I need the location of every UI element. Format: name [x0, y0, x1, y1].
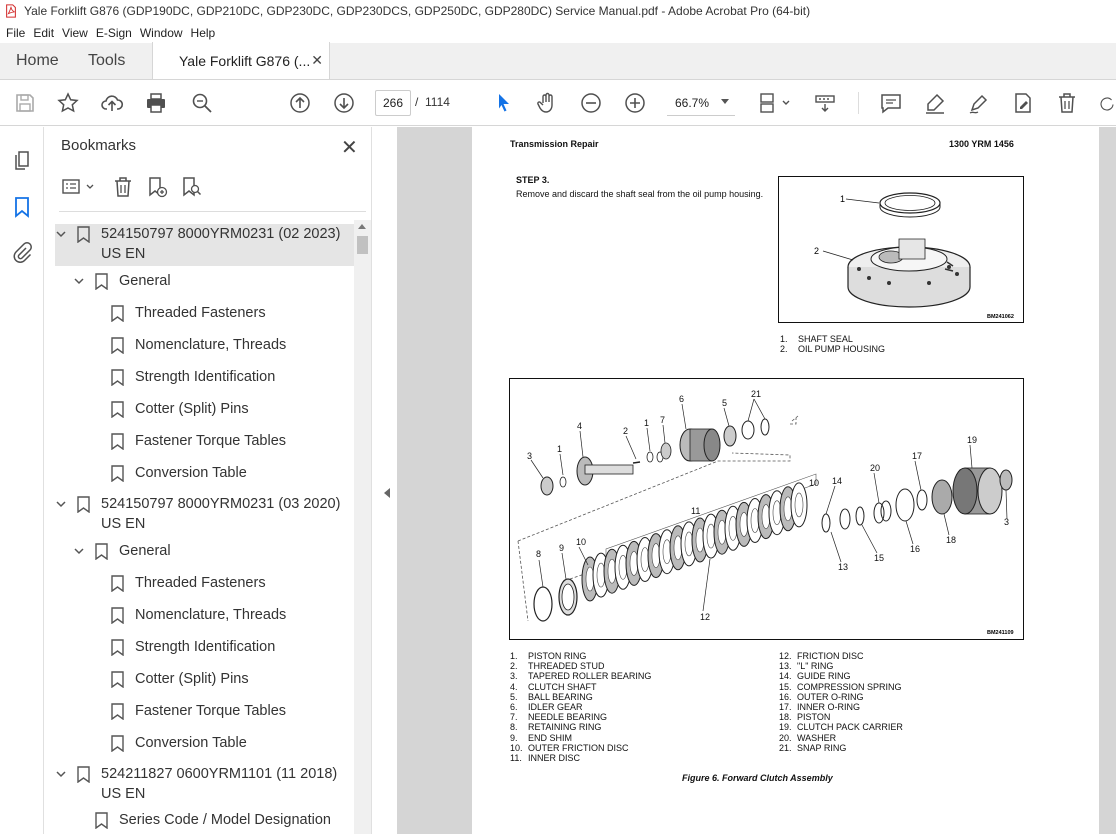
bookmarks-panel-title: Bookmarks — [61, 137, 137, 154]
bookmark-icon — [111, 605, 125, 625]
legend-text: CLUTCH PACK CARRIER — [797, 722, 903, 733]
legend-row — [779, 712, 903, 722]
bookmark-label: Conversion Table — [135, 735, 247, 751]
menu-view[interactable]: View — [62, 25, 88, 40]
bookmark-item[interactable] — [111, 431, 286, 451]
bookmark-label: Fastener Torque Tables — [135, 703, 287, 719]
legend-text: GUIDE RING — [797, 671, 851, 682]
legend-text: TAPERED ROLLER BEARING — [528, 671, 652, 682]
legend-row — [780, 334, 885, 344]
legend-column-right — [779, 651, 903, 753]
callout: 7 — [660, 415, 666, 425]
bookmark-label: Cotter (Split) Pins — [135, 671, 249, 687]
bookmarks-toolbar — [59, 175, 359, 203]
legend-number: 5. — [510, 691, 518, 702]
bookmark-icon — [111, 431, 125, 451]
legend-number: 3. — [510, 671, 518, 682]
legend-row — [510, 743, 651, 753]
bookmark-label: Strength Identification — [135, 639, 276, 655]
zoom-level: 66.7% — [675, 95, 710, 110]
bookmark-icon — [77, 494, 91, 514]
figure-oil-pump — [778, 176, 1024, 323]
legend-text: PISTON RING — [528, 651, 587, 661]
bookmark-label: Threaded Fasteners — [135, 305, 266, 321]
legend-row — [779, 743, 903, 753]
bookmark-options-icon[interactable] — [61, 175, 97, 199]
collapse-panel-arrow-icon[interactable] — [384, 488, 390, 498]
callout: 14 — [832, 476, 843, 486]
legend-number: 1. — [510, 651, 518, 661]
callout: 13 — [838, 562, 849, 572]
figure-forward-clutch — [509, 378, 1024, 640]
legend-number: 2. — [510, 661, 518, 672]
callout: 16 — [910, 544, 921, 554]
zoom-search-icon[interactable] — [189, 90, 215, 116]
legend-text: OIL PUMP HOUSING — [798, 344, 886, 354]
bookmark-item[interactable] — [111, 303, 266, 323]
legend-number: 9. — [510, 732, 518, 743]
pdf-page — [472, 127, 1099, 834]
bookmark-icon — [95, 541, 109, 561]
callout: 9 — [559, 543, 565, 553]
legend-row — [780, 344, 885, 354]
legend-number: 17. — [779, 702, 792, 713]
close-panel-icon[interactable]: ✕ — [341, 137, 358, 159]
select-cursor-icon[interactable] — [490, 90, 516, 116]
bookmark-item[interactable] — [111, 605, 286, 625]
legend-row — [510, 661, 651, 671]
legend-text: INNER O-RING — [797, 702, 860, 713]
bookmark-icon — [111, 303, 125, 323]
menu-help[interactable]: Help — [190, 25, 216, 40]
legend-text: COMPRESSION SPRING — [797, 681, 902, 692]
bookmark-label: General — [119, 273, 171, 289]
bookmark-item[interactable] — [111, 463, 247, 483]
bookmarks-panel-icon[interactable] — [10, 195, 34, 219]
document-viewport[interactable] — [397, 127, 1116, 834]
legend-number: 10. — [510, 742, 523, 753]
comment-icon[interactable] — [878, 90, 904, 116]
bookmark-label: Strength Identification — [135, 369, 276, 385]
page-layout-icon[interactable] — [756, 90, 792, 116]
bookmark-icon — [111, 573, 125, 593]
figure-id: BM241109 — [987, 630, 1014, 636]
next-page-icon[interactable] — [331, 90, 357, 116]
zoom-out-icon[interactable] — [578, 90, 604, 116]
callout: 3 — [527, 451, 533, 461]
delete-bookmark-icon[interactable] — [111, 175, 135, 199]
legend-text: THREADED STUD — [528, 661, 605, 672]
legend-row — [779, 661, 903, 671]
figure-id: BM241062 — [987, 314, 1014, 320]
legend-text: NEEDLE BEARING — [528, 712, 608, 723]
callout: 19 — [967, 435, 978, 445]
bookmark-label: Fastener Torque Tables — [135, 433, 287, 449]
bookmark-subtitle: US EN — [101, 246, 146, 262]
legend-number: 7. — [510, 712, 518, 723]
callout: 1 — [644, 418, 650, 428]
bookmark-item[interactable] — [111, 399, 249, 419]
legend-number: 4. — [510, 681, 518, 692]
menu-esign[interactable]: E-Sign — [95, 25, 132, 40]
bookmark-label: Cotter (Split) Pins — [135, 401, 249, 417]
figure1-legend — [780, 334, 885, 354]
legend-row — [779, 722, 903, 732]
legend-text: INNER DISC — [528, 753, 581, 764]
chevron-down-icon[interactable] — [73, 541, 85, 561]
legend-text: SHAFT SEAL — [798, 334, 853, 344]
bookmark-label: Nomenclature, Threads — [135, 607, 287, 623]
bookmark-icon — [111, 669, 125, 689]
bookmark-icon — [111, 463, 125, 483]
left-navigation-rail — [0, 127, 44, 834]
legend-number: 15. — [779, 681, 792, 692]
legend-number: 13. — [779, 661, 792, 672]
tab-bar — [0, 43, 1116, 80]
legend-number: 21. — [779, 742, 792, 753]
bookmarks-divider — [59, 211, 366, 212]
bookmark-item[interactable] — [73, 541, 171, 561]
legend-row — [779, 682, 903, 692]
bookmark-subtitle: US EN — [101, 786, 146, 802]
bookmark-title: 524150797 8000YRM0231 (03 2020) — [101, 496, 341, 512]
callout: 2 — [814, 246, 820, 256]
tab-document[interactable] — [152, 42, 330, 79]
callout: 20 — [870, 463, 881, 473]
oil-pump-illustration — [779, 177, 1023, 322]
legend-number: 12. — [779, 651, 792, 661]
step-text: Remove and discard the shaft seal from the oil pump housing. — [516, 189, 764, 199]
save-icon[interactable] — [12, 90, 38, 116]
bookmark-item[interactable] — [111, 733, 247, 753]
page-header-left: Transmission Repair — [510, 139, 599, 149]
legend-number: 8. — [510, 722, 518, 733]
menu-window[interactable]: Window — [139, 25, 183, 40]
close-tab-icon[interactable]: ✕ — [311, 52, 323, 68]
legend-row — [510, 682, 651, 692]
highlight-pen-icon[interactable] — [922, 90, 948, 116]
legend-number: 19. — [779, 722, 792, 733]
bookmark-item[interactable] — [73, 271, 171, 291]
tab-home[interactable]: Home — [16, 51, 59, 69]
window-title: Yale Forklift G876 (GDP190DC, GDP210DC, GDP230DC, GDP230DCS, GDP250DC, GDP280DC) Service Manual.pdf - Adobe Acrobat Pro (64-bit) — [24, 4, 811, 18]
legend-text: IDLER GEAR — [528, 702, 583, 713]
new-bookmark-icon[interactable] — [145, 175, 169, 199]
callout: 21 — [751, 389, 762, 399]
bookmark-item[interactable] — [95, 810, 331, 830]
callout: 5 — [722, 398, 728, 408]
figure-caption: Figure 6. Forward Clutch Assembly — [682, 773, 833, 783]
callout: 15 — [874, 553, 885, 563]
legend-text: OUTER O-RING — [797, 691, 864, 702]
page-separator: / — [415, 95, 419, 109]
legend-number: 11. — [510, 753, 522, 764]
bookmark-item[interactable] — [111, 701, 286, 721]
bookmark-icon — [111, 367, 125, 387]
bookmarks-panel — [45, 127, 371, 834]
scroll-up-arrow-icon[interactable] — [358, 224, 366, 229]
legend-row — [779, 671, 903, 681]
bookmark-icon — [111, 637, 125, 657]
page-thumbnails-icon[interactable] — [10, 148, 34, 172]
bookmark-label — [101, 224, 340, 264]
chevron-down-icon[interactable] — [55, 224, 67, 244]
bookmark-label: General — [119, 543, 171, 559]
bookmarks-tree — [45, 220, 356, 834]
bookmark-star-icon[interactable] — [55, 90, 81, 116]
callout: 3 — [1004, 517, 1010, 527]
legend-number: 16. — [779, 691, 792, 702]
callout: 8 — [536, 549, 542, 559]
legend-number: 14. — [779, 671, 792, 682]
callout: 1 — [840, 194, 846, 204]
scrollbar-thumb[interactable] — [357, 236, 368, 254]
bookmark-icon — [77, 224, 91, 244]
bookmark-item[interactable] — [55, 764, 337, 804]
legend-text: CLUTCH SHAFT — [528, 681, 597, 692]
menu-file[interactable]: File — [6, 25, 26, 40]
legend-text: RETAINING RING — [528, 722, 602, 733]
callout: 11 — [691, 506, 701, 516]
legend-row — [510, 651, 651, 661]
legend-text: OUTER FRICTION DISC — [528, 742, 629, 753]
callout: 10 — [576, 537, 587, 547]
chevron-down-icon — [721, 99, 729, 104]
delete-trash-icon[interactable] — [1054, 90, 1080, 116]
find-bookmark-icon[interactable] — [179, 175, 203, 199]
window-title-bar — [0, 0, 1116, 22]
bookmark-item[interactable] — [111, 335, 286, 355]
legend-text: WASHER — [797, 732, 837, 743]
legend-text: "L" RING — [797, 661, 834, 672]
clutch-disc-pack — [582, 483, 807, 601]
bookmark-icon — [77, 764, 91, 784]
bookmark-icon — [95, 271, 109, 291]
tab-tools[interactable]: Tools — [88, 51, 126, 69]
bookmark-label: Series Code / Model Designation — [119, 812, 331, 828]
legend-number: 1. — [780, 334, 788, 344]
legend-row — [779, 702, 903, 712]
legend-row — [510, 722, 651, 732]
panel-splitter[interactable] — [371, 127, 396, 834]
bookmark-item[interactable] — [111, 573, 266, 593]
bookmark-item[interactable] — [55, 494, 340, 534]
callout: 2 — [623, 426, 629, 436]
attachments-paperclip-icon[interactable] — [10, 241, 34, 265]
legend-text: BALL BEARING — [528, 691, 593, 702]
step-title: STEP 3. — [516, 175, 550, 185]
legend-number: 6. — [510, 702, 518, 713]
legend-row — [510, 733, 651, 743]
zoom-level-select[interactable] — [667, 90, 735, 116]
chevron-down-icon[interactable] — [55, 764, 67, 784]
chevron-down-icon[interactable] — [73, 271, 85, 291]
print-icon[interactable] — [143, 90, 169, 116]
bookmark-label: Nomenclature, Threads — [135, 337, 287, 353]
scroll-mode-icon[interactable] — [812, 90, 838, 116]
bookmark-icon — [111, 701, 125, 721]
legend-row — [779, 733, 903, 743]
bookmarks-scrollbar[interactable] — [354, 220, 371, 834]
bookmark-label — [101, 494, 340, 534]
legend-number: 18. — [779, 712, 792, 723]
main-toolbar — [0, 80, 1116, 126]
chevron-down-icon[interactable] — [55, 494, 67, 514]
callout: 12 — [700, 612, 711, 622]
legend-row — [779, 651, 903, 661]
upload-cloud-icon[interactable] — [99, 90, 125, 116]
bookmark-icon — [111, 399, 125, 419]
clutch-disc-bore — [795, 493, 803, 517]
bookmark-icon — [111, 733, 125, 753]
legend-number: 20. — [779, 732, 792, 743]
callout: 6 — [679, 394, 685, 404]
legend-row — [510, 753, 651, 763]
bookmark-title: 524150797 8000YRM0231 (02 2023) — [101, 226, 341, 242]
zoom-in-icon[interactable] — [622, 90, 648, 116]
callout: 1 — [557, 444, 563, 454]
bookmark-title: 524211827 0600YRM1101 (11 2018) — [101, 766, 338, 782]
hand-tool-icon[interactable] — [534, 90, 560, 116]
page-header-right: 1300 YRM 1456 — [949, 139, 1014, 149]
page-number-input[interactable]: 266 — [375, 90, 411, 116]
menu-edit[interactable]: Edit — [33, 25, 55, 40]
legend-text: FRICTION DISC — [797, 651, 864, 661]
document-tab-label: Yale Forklift G876 (... — [179, 52, 311, 69]
legend-row — [510, 712, 651, 722]
bookmark-label: Threaded Fasteners — [135, 575, 266, 591]
previous-page-icon[interactable] — [287, 90, 313, 116]
rotate-icon[interactable] — [1098, 90, 1116, 116]
toolbar-divider — [858, 92, 859, 114]
legend-number: 2. — [780, 344, 788, 354]
clutch-exploded-illustration — [510, 379, 1023, 639]
callout: 10 — [809, 478, 820, 488]
legend-row — [510, 692, 651, 702]
bookmark-label: Conversion Table — [135, 465, 247, 481]
bookmark-item[interactable] — [55, 224, 354, 266]
callout: 17 — [912, 451, 923, 461]
page-total — [415, 95, 450, 109]
menu-bar — [0, 22, 1116, 43]
legend-text: PISTON — [797, 712, 831, 723]
callout: 18 — [946, 535, 957, 545]
edit-document-icon[interactable] — [1010, 90, 1036, 116]
legend-text: SNAP RING — [797, 742, 847, 753]
bookmark-item[interactable] — [111, 367, 275, 387]
callout: 4 — [577, 421, 583, 431]
legend-row — [779, 692, 903, 702]
bookmark-item[interactable] — [111, 637, 275, 657]
legend-row — [510, 702, 651, 712]
bookmark-icon — [111, 335, 125, 355]
legend-column-left — [510, 651, 651, 763]
acrobat-app-icon — [4, 4, 18, 18]
legend-text: END SHIM — [528, 732, 573, 743]
legend-row — [510, 671, 651, 681]
bookmark-icon — [95, 810, 109, 830]
bookmark-label — [101, 764, 337, 804]
total-pages: 1114 — [425, 95, 450, 109]
bookmark-item[interactable] — [111, 669, 249, 689]
bookmark-subtitle: US EN — [101, 516, 146, 532]
draw-sign-icon[interactable] — [966, 90, 992, 116]
